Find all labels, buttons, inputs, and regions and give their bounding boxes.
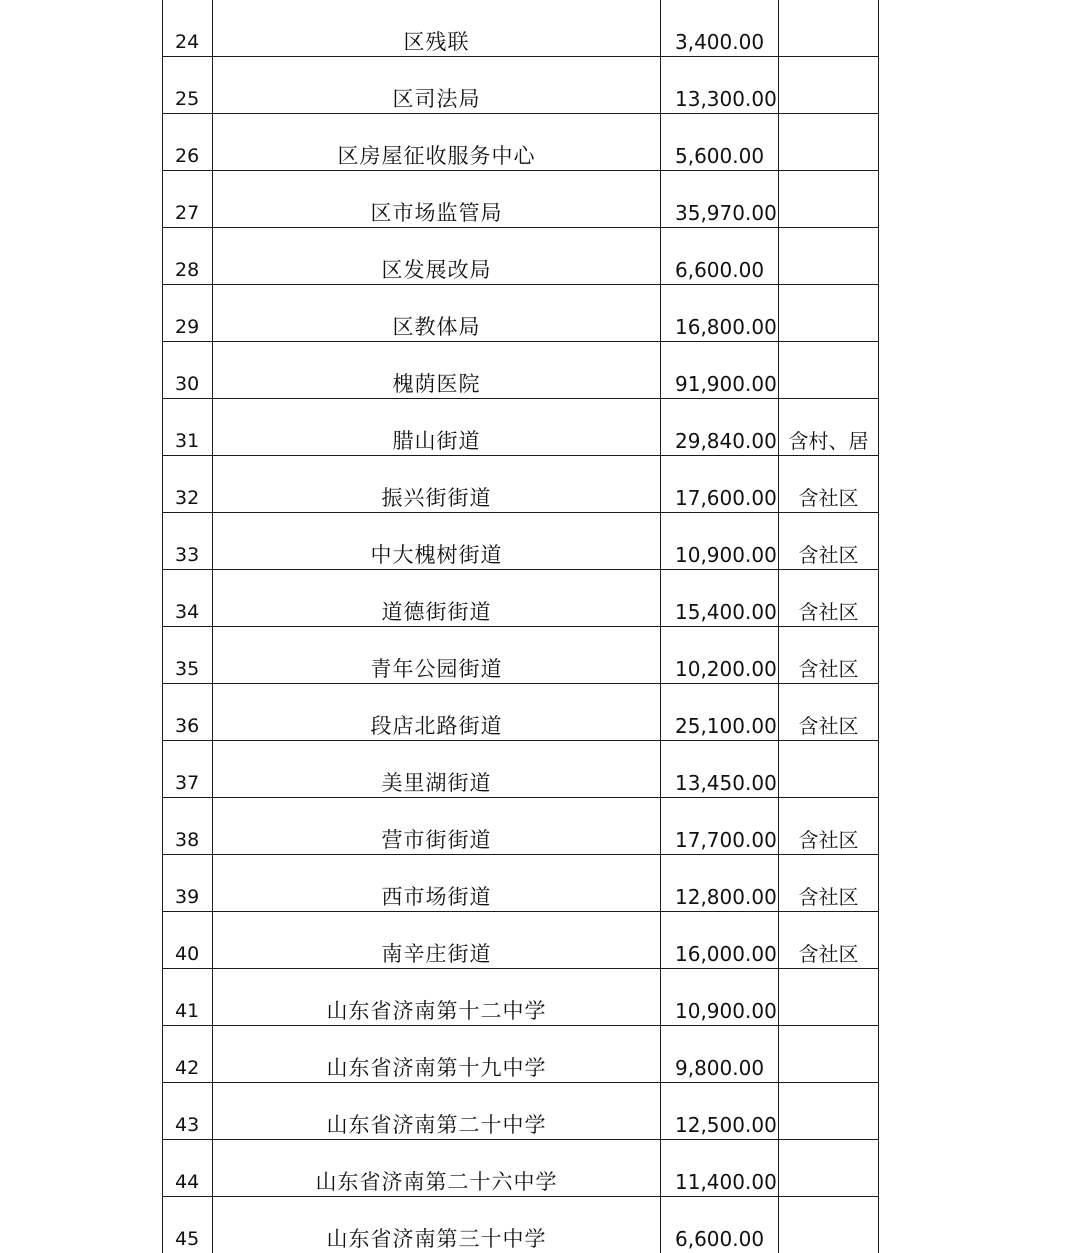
table-row — [163, 114, 879, 171]
row-number: 36 — [163, 684, 213, 741]
amount: 13,300.00 — [661, 57, 779, 114]
row-number: 39 — [163, 855, 213, 912]
table-row — [163, 513, 879, 570]
table-row — [163, 171, 879, 228]
unit-name: 山东省济南第十二中学 — [213, 969, 661, 1026]
remark — [779, 228, 879, 285]
amount: 16,000.00 — [661, 912, 779, 969]
unit-name: 振兴街街道 — [213, 456, 661, 513]
table-row — [163, 342, 879, 399]
amount: 29,840.00 — [661, 399, 779, 456]
row-number: 44 — [163, 1140, 213, 1197]
remark — [779, 1197, 879, 1253]
remark: 含社区 — [779, 627, 879, 684]
table-row — [163, 1197, 879, 1253]
table-row — [163, 627, 879, 684]
remark: 含社区 — [779, 570, 879, 627]
unit-name: 区房屋征收服务中心 — [213, 114, 661, 171]
row-number: 45 — [163, 1197, 213, 1253]
amount: 17,600.00 — [661, 456, 779, 513]
table-row — [163, 285, 879, 342]
table-row — [163, 228, 879, 285]
allocation-table — [162, 0, 879, 1253]
unit-name: 山东省济南第三十中学 — [213, 1197, 661, 1253]
table-row — [163, 684, 879, 741]
row-number: 30 — [163, 342, 213, 399]
row-number: 24 — [163, 0, 213, 57]
remark: 含社区 — [779, 513, 879, 570]
table-row — [163, 855, 879, 912]
row-number: 26 — [163, 114, 213, 171]
row-number: 40 — [163, 912, 213, 969]
amount: 10,900.00 — [661, 969, 779, 1026]
table-row — [163, 1026, 879, 1083]
row-number: 27 — [163, 171, 213, 228]
amount: 5,600.00 — [661, 114, 779, 171]
row-number: 34 — [163, 570, 213, 627]
unit-name: 南辛庄街道 — [213, 912, 661, 969]
unit-name: 槐荫医院 — [213, 342, 661, 399]
table-row — [163, 1140, 879, 1197]
remark: 含村、居 — [779, 399, 879, 456]
unit-name: 区司法局 — [213, 57, 661, 114]
remark — [779, 114, 879, 171]
amount: 15,400.00 — [661, 570, 779, 627]
table-row — [163, 741, 879, 798]
table-row — [163, 1083, 879, 1140]
remark — [779, 285, 879, 342]
amount: 13,450.00 — [661, 741, 779, 798]
amount: 10,200.00 — [661, 627, 779, 684]
amount: 12,500.00 — [661, 1083, 779, 1140]
remark — [779, 1140, 879, 1197]
remark: 含社区 — [779, 912, 879, 969]
row-number: 43 — [163, 1083, 213, 1140]
amount: 25,100.00 — [661, 684, 779, 741]
remark — [779, 57, 879, 114]
amount: 11,400.00 — [661, 1140, 779, 1197]
unit-name: 中大槐树街道 — [213, 513, 661, 570]
unit-name: 营市街街道 — [213, 798, 661, 855]
amount: 3,400.00 — [661, 0, 779, 57]
unit-name: 区教体局 — [213, 285, 661, 342]
remark: 含社区 — [779, 684, 879, 741]
row-number: 31 — [163, 399, 213, 456]
amount: 10,900.00 — [661, 513, 779, 570]
amount: 6,600.00 — [661, 228, 779, 285]
amount: 35,970.00 — [661, 171, 779, 228]
unit-name: 腊山街道 — [213, 399, 661, 456]
amount: 16,800.00 — [661, 285, 779, 342]
table-row — [163, 456, 879, 513]
unit-name: 区市场监管局 — [213, 171, 661, 228]
unit-name: 西市场街道 — [213, 855, 661, 912]
row-number: 29 — [163, 285, 213, 342]
row-number: 42 — [163, 1026, 213, 1083]
unit-name: 青年公园街道 — [213, 627, 661, 684]
remark — [779, 342, 879, 399]
remark — [779, 741, 879, 798]
unit-name: 美里湖街道 — [213, 741, 661, 798]
row-number: 37 — [163, 741, 213, 798]
unit-name: 山东省济南第十九中学 — [213, 1026, 661, 1083]
remark — [779, 1026, 879, 1083]
amount: 6,600.00 — [661, 1197, 779, 1253]
unit-name: 区残联 — [213, 0, 661, 57]
row-number: 33 — [163, 513, 213, 570]
row-number: 38 — [163, 798, 213, 855]
unit-name: 区发展改局 — [213, 228, 661, 285]
table-row — [163, 0, 879, 57]
amount: 9,800.00 — [661, 1026, 779, 1083]
remark — [779, 1083, 879, 1140]
table-row — [163, 399, 879, 456]
row-number: 25 — [163, 57, 213, 114]
remark: 含社区 — [779, 855, 879, 912]
unit-name: 段店北路街道 — [213, 684, 661, 741]
row-number: 41 — [163, 969, 213, 1026]
remark: 含社区 — [779, 456, 879, 513]
remark — [779, 0, 879, 57]
row-number: 32 — [163, 456, 213, 513]
unit-name: 道德街街道 — [213, 570, 661, 627]
table-row — [163, 912, 879, 969]
row-number: 35 — [163, 627, 213, 684]
amount: 17,700.00 — [661, 798, 779, 855]
amount: 12,800.00 — [661, 855, 779, 912]
unit-name: 山东省济南第二十六中学 — [213, 1140, 661, 1197]
remark — [779, 171, 879, 228]
table-row — [163, 969, 879, 1026]
row-number: 28 — [163, 228, 213, 285]
unit-name: 山东省济南第二十中学 — [213, 1083, 661, 1140]
table-row — [163, 57, 879, 114]
table-row — [163, 570, 879, 627]
remark: 含社区 — [779, 798, 879, 855]
amount: 91,900.00 — [661, 342, 779, 399]
remark — [779, 969, 879, 1026]
table-row — [163, 798, 879, 855]
